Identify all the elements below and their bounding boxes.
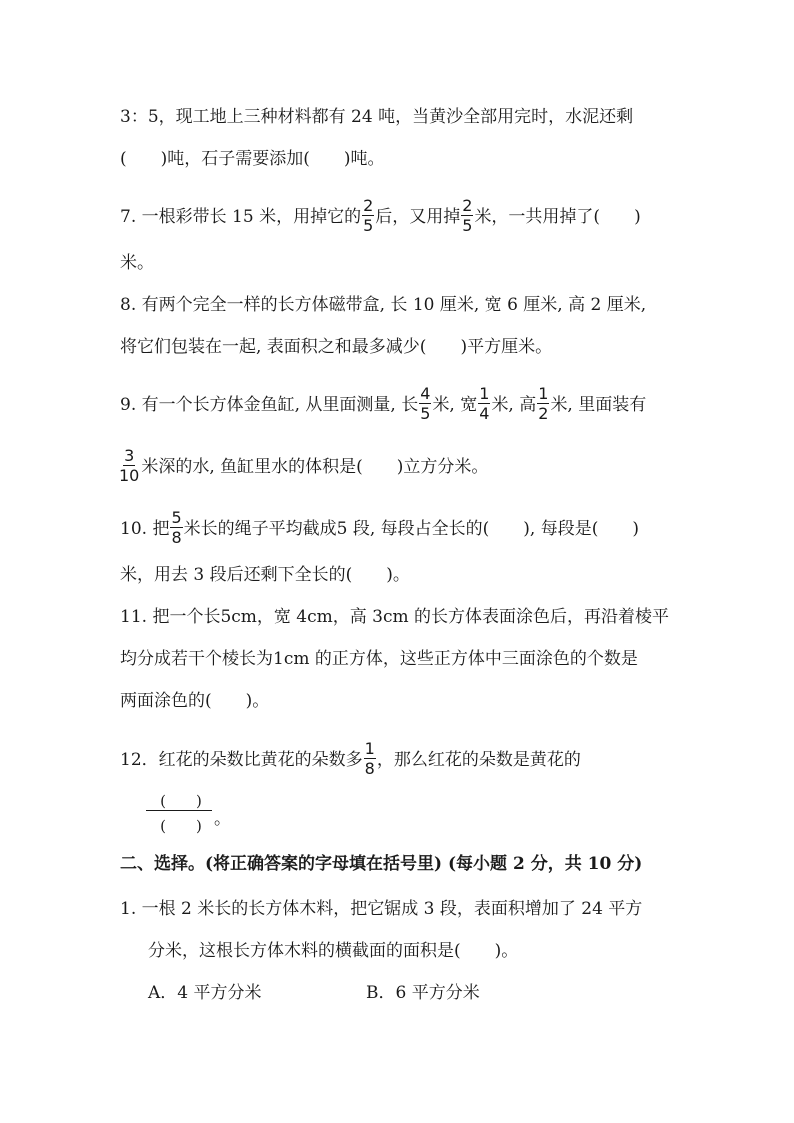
q7-fraction-1 bbox=[362, 196, 374, 235]
q9-fraction-length bbox=[419, 384, 431, 423]
fraction-denominator: 8 bbox=[171, 528, 182, 547]
q9-text-4: 米, 里面装有 bbox=[550, 395, 647, 415]
fraction-denominator: 4 bbox=[479, 404, 490, 423]
fraction-numerator: 3 bbox=[124, 446, 135, 465]
q7-fraction-2 bbox=[461, 196, 473, 235]
q9-line-2 bbox=[120, 448, 488, 487]
q12-answer-fraction bbox=[146, 790, 216, 835]
fraction-denominator: 10 bbox=[119, 466, 140, 485]
q8-line-1: 8. 有两个完全一样的长方体磁带盒, 长 10 厘米, 宽 6 厘米, 高 2 厘米, bbox=[120, 295, 647, 315]
q12-end-punctuation: 。 bbox=[214, 809, 231, 829]
q12-fraction bbox=[364, 739, 376, 778]
q9-text-5: 米深的水, 鱼缸里水的体积是( )立方分米。 bbox=[141, 457, 489, 477]
q11-line-2: 均分成若干个棱长为1cm 的正方体，这些正方体中三面涂色的个数是 bbox=[120, 649, 638, 669]
q10-fraction bbox=[170, 508, 182, 547]
q12-text-1: 12．红花的朵数比黄花的朵数多 bbox=[120, 750, 363, 770]
q9-line-1 bbox=[120, 386, 646, 425]
q8-line-2: 将它们包装在一起, 表面积之和最多减少( )平方厘米。 bbox=[120, 337, 553, 357]
q10-text-2: 米长的绳子平均截成5 段, 每段占全长的( ), 每段是( ) bbox=[183, 519, 640, 539]
q7-line-1 bbox=[120, 198, 641, 237]
answer-denominator-blank: ( ) bbox=[160, 817, 202, 835]
fraction-numerator: 1 bbox=[479, 384, 490, 403]
q10-text-1: 10. 把 bbox=[120, 519, 170, 539]
q12-line-1 bbox=[120, 741, 581, 780]
fraction-numerator: 1 bbox=[538, 384, 549, 403]
c1-option-b: B．6 平方分米 bbox=[366, 983, 480, 1003]
fraction-numerator: 1 bbox=[364, 739, 375, 758]
q9-text-3: 米, 高 bbox=[491, 395, 537, 415]
q9-text-2: 米, 宽 bbox=[432, 395, 478, 415]
q9-fraction-depth bbox=[118, 446, 140, 485]
answer-numerator-blank: ( ) bbox=[160, 792, 202, 810]
q7-line-2: 米。 bbox=[120, 253, 154, 273]
q9-fraction-width bbox=[478, 384, 490, 423]
q9-fraction-height bbox=[537, 384, 549, 423]
q12-text-2: ，那么红花的朵数是黄花的 bbox=[376, 750, 581, 770]
fraction-numerator: 2 bbox=[462, 196, 473, 215]
fraction-denominator: 8 bbox=[364, 759, 375, 778]
c1-option-a: A．4 平方分米 bbox=[148, 983, 262, 1003]
q7-text-3: 米，一共用掉了( ) bbox=[474, 207, 641, 227]
fraction-numerator: 2 bbox=[363, 196, 374, 215]
c1-line-1: 1. 一根 2 米长的长方体木料，把它锯成 3 段，表面积增加了 24 平方 bbox=[120, 899, 643, 919]
fraction-denominator: 5 bbox=[363, 216, 374, 235]
c1-line-2: 分米，这根长方体木料的横截面的面积是( )。 bbox=[148, 941, 519, 961]
q6-line-1: 3：5，现工地上三种材料都有 24 吨，当黄沙全部用完时，水泥还剩 bbox=[120, 107, 634, 127]
fraction-numerator: 4 bbox=[420, 384, 431, 403]
q6-line-2: ( )吨，石子需要添加( )吨。 bbox=[120, 149, 385, 169]
fraction-denominator: 2 bbox=[538, 404, 549, 423]
fraction-denominator: 5 bbox=[420, 404, 431, 423]
fraction-numerator: 5 bbox=[171, 508, 182, 527]
section-2-heading: 二、选择。(将正确答案的字母填在括号里) (每小题 2 分，共 10 分) bbox=[120, 854, 643, 874]
q7-text-2: 后，又用掉 bbox=[375, 207, 461, 227]
q10-line-1 bbox=[120, 510, 639, 549]
q11-line-1: 11. 把一个长5cm，宽 4cm，高 3cm 的长方体表面涂色后，再沿着棱平 bbox=[120, 607, 670, 627]
q9-text-1: 9. 有一个长方体金鱼缸, 从里面测量, 长 bbox=[120, 395, 419, 415]
fraction-denominator: 5 bbox=[462, 216, 473, 235]
q10-line-2: 米，用去 3 段后还剩下全长的( )。 bbox=[120, 565, 410, 585]
q7-text-1: 7. 一根彩带长 15 米，用掉它的 bbox=[120, 207, 362, 227]
q11-line-3: 两面涂色的( )。 bbox=[120, 691, 270, 711]
